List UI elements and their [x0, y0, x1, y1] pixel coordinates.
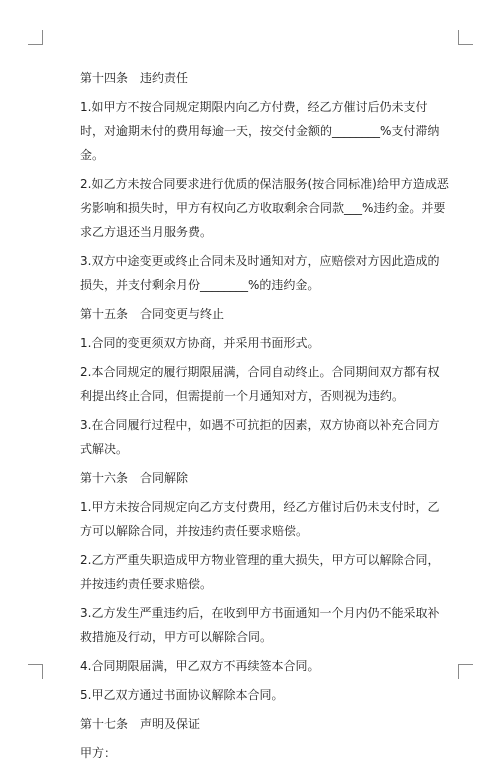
crop-mark-top-right	[458, 30, 473, 45]
article-16-clause-2: 2.乙方严重失职造成甲方物业管理的重大损失，甲方可以解除合同，并按违约责任要求赔偿。	[80, 553, 440, 591]
article-title: 声明及保证	[140, 717, 201, 731]
crop-mark-bottom-left	[28, 664, 43, 679]
document-body	[80, 66, 450, 770]
article-heading-16	[80, 466, 450, 490]
article-title: 违约责任	[140, 71, 189, 85]
article-number: 第十四条	[80, 71, 129, 85]
article-number: 第十七条	[80, 717, 129, 731]
article-title: 合同变更与终止	[140, 307, 225, 321]
article-14-clause-3: 3.双方中途变更或终止合同未及时通知对方，应赔偿对方因此造成的损失，并支付剩余月份________%的违约金。	[80, 254, 440, 292]
article-14-clause-2: 2.如乙方未按合同要求进行优质的保洁服务(按合同标准)给甲方造成恶劣影响和损失时，甲方有权向乙方收取剩余合同款___%违约金。并要求乙方退还当月服务费。	[80, 177, 449, 239]
article-16-clause-1: 1.甲方未按合同规定向乙方支付费用，经乙方催讨后仍未支付时，乙方可以解除合同，并按违约责任要求赔偿。	[80, 500, 440, 538]
article-15-clause-1: 1.合同的变更须双方协商，并采用书面形式。	[80, 336, 320, 350]
article-heading-14	[80, 66, 450, 90]
article-16-clause-3: 3.乙方发生严重违约后，在收到甲方书面通知一个月内仍不能采取补救措施及行动，甲方可以解除合同。	[80, 606, 440, 644]
article-16-clause-4: 4.合同期限届满，甲乙双方不再续签本合同。	[80, 659, 320, 673]
article-title: 合同解除	[140, 471, 189, 485]
article-number: 第十五条	[80, 307, 129, 321]
article-heading-15	[80, 302, 450, 326]
party-a-label: 甲方：	[80, 746, 117, 760]
article-15-clause-2: 2.本合同规定的履行期限届满，合同自动终止。合同期间双方都有权利提出终止合同，但需提前一个月通知对方，否则视为违约。	[80, 365, 440, 403]
crop-mark-top-left	[28, 30, 43, 45]
article-15-clause-3: 3.在合同履行过程中，如遇不可抗拒的因素，双方协商以补充合同方式解决。	[80, 418, 440, 456]
crop-mark-bottom-right	[458, 664, 473, 679]
article-number: 第十六条	[80, 471, 129, 485]
article-16-clause-5: 5.甲乙双方通过书面协议解除本合同。	[80, 688, 284, 702]
article-14-clause-1: 1.如甲方不按合同规定期限内向乙方付费，经乙方催讨后仍未支付时，对逾期未付的费用每逾一天，按交付金额的________%支付滞纳金。	[80, 100, 440, 162]
article-heading-17	[80, 712, 450, 736]
